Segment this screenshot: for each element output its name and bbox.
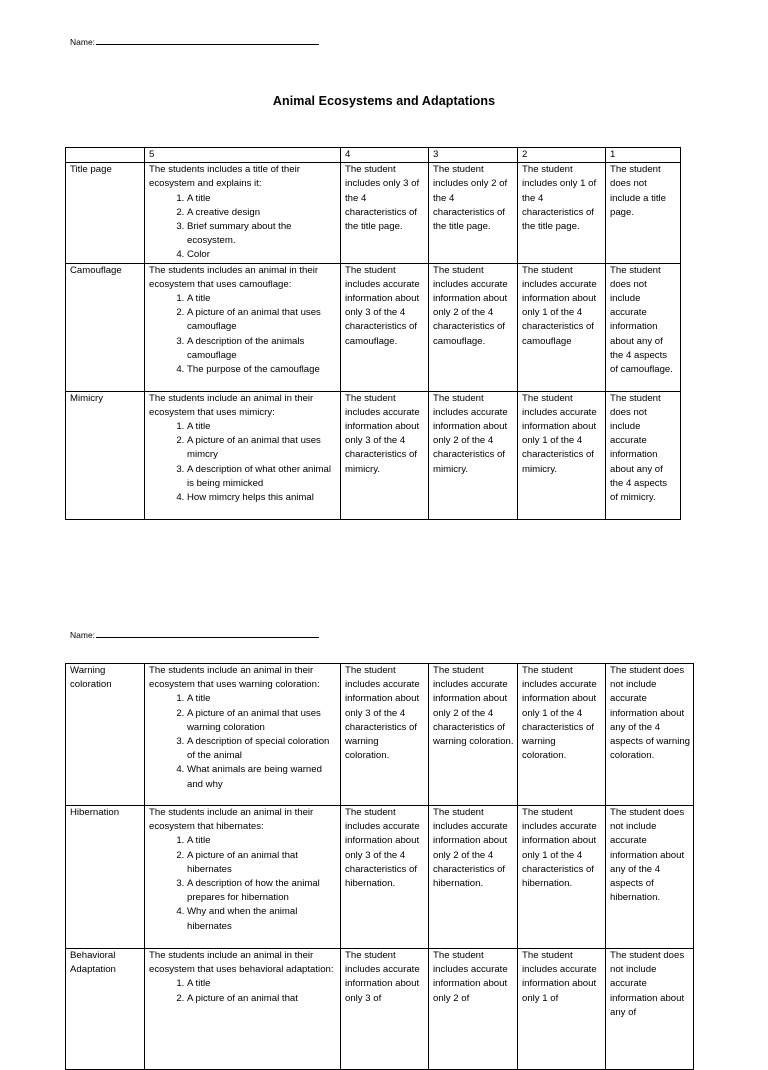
score-4-cell: The student includes only 3 of the 4 characteristics of the title page. [341,163,429,263]
requirement-item: 4. How mimcry helps this animal [187,491,337,505]
requirement-item: 2. A picture of an animal that [187,992,337,1006]
score-5-cell [145,263,341,391]
requirement-item: 2. A picture of an animal that uses mimcry [187,434,337,462]
rubric-row-title-page [66,163,681,263]
requirement-item: 1. A title [187,834,337,848]
requirement-item: 1. A title [187,292,337,306]
requirement-item: 1. A title [187,977,337,991]
criterion-description: The students include an animal in their ecosystem that uses mimicry: [149,392,314,418]
page-title: Animal Ecosystems and Adaptations [272,94,496,108]
score-5-cell [145,806,341,949]
criterion-cell: Mimicry [66,391,145,519]
requirement-item: 2. A creative design [187,206,337,220]
rubric-row-mimicry [66,391,681,519]
name-label: Name: [70,630,96,640]
score-header-5: 5 [145,148,341,163]
requirement-item: 1. A title [187,420,337,434]
requirement-item: 4. Why and when the animal hibernates [187,905,337,933]
score-header-3: 3 [429,148,518,163]
score-header-row [66,148,681,163]
score-2-cell: The student includes accurate information about only 1 of the 4 characteristics of mimicry. [518,391,606,519]
score-header-1: 1 [606,148,681,163]
criterion-description: The students include an animal in their ecosystem that uses behavioral adaptation: [149,950,334,976]
criterion-cell: Behavioral Adaptation [66,949,145,1070]
requirement-item: 2. A picture of an animal that uses warning coloration [187,707,337,735]
score-5-cell [145,949,341,1070]
rubric-row-hibernation [66,806,694,949]
requirement-item: 1. A title [187,192,337,206]
requirement-list [149,692,337,791]
requirement-list [149,192,337,263]
requirement-item: 1. A title [187,692,337,706]
score-header-4: 4 [341,148,429,163]
score-1-cell: The student does not include accurate information about any of the 4 aspects of camouflage. [606,263,681,391]
score-header-2: 2 [518,148,606,163]
requirement-list [149,834,337,933]
requirement-item: 3. A description of what other animal is being mimicked [187,463,337,491]
rubric-row-behavioral-adaptation [66,949,694,1070]
criterion-cell: Warning coloration [66,664,145,806]
score-1-cell: The student does not include a title page. [606,163,681,263]
score-1-cell: The student does not include accurate information about any of [606,949,694,1070]
criterion-cell: Title page [66,163,145,263]
score-4-cell: The student includes accurate information about only 3 of the 4 characteristics of warning coloration. [341,664,429,806]
requirement-item: 3. A description of how the animal prepares for hibernation [187,877,337,905]
score-4-cell: The student includes accurate information about only 3 of [341,949,429,1070]
score-2-cell: The student includes accurate information about only 1 of the 4 characteristics of hibernation. [518,806,606,949]
score-1-cell: The student does not include accurate information about any of the 4 aspects of warning coloration. [606,664,694,806]
score-2-cell: The student includes accurate information about only 1 of [518,949,606,1070]
score-3-cell: The student includes accurate information about only 2 of the 4 characteristics of mimicry. [429,391,518,519]
score-1-cell: The student does not include accurate information about any of the 4 aspects of mimicry. [606,391,681,519]
name-field-2 [70,630,319,640]
score-3-cell: The student includes accurate information about only 2 of the 4 characteristics of hibernation. [429,806,518,949]
requirement-item: 3. Brief summary about the ecosystem. [187,220,337,248]
score-5-cell [145,163,341,263]
name-underline [96,630,319,638]
requirement-item: 4. What animals are being warned and why [187,763,337,791]
score-4-cell: The student includes accurate information about only 3 of the 4 characteristics of mimicry. [341,391,429,519]
requirement-list [149,292,337,377]
criterion-description: The students include an animal in their ecosystem that uses warning coloration: [149,665,320,691]
score-1-cell: The student does not include accurate information about any of the 4 aspects of hibernation. [606,806,694,949]
requirement-item: 3. A description of special coloration of the animal [187,735,337,763]
score-2-cell: The student includes accurate information about only 1 of the 4 characteristics of camouflage [518,263,606,391]
score-5-cell [145,664,341,806]
header-blank-cell [66,148,145,163]
rubric-row-camouflage [66,263,681,391]
name-field-1 [70,37,319,47]
score-5-cell [145,391,341,519]
requirement-item: 2. A picture of an animal that uses camouflage [187,306,337,334]
requirement-item: 3. A description of the animals camouflage [187,335,337,363]
criterion-cell: Hibernation [66,806,145,949]
rubric-row-warning-coloration [66,664,694,806]
score-3-cell: The student includes only 2 of the 4 characteristics of the title page. [429,163,518,263]
score-2-cell: The student includes only 1 of the 4 characteristics of the title page. [518,163,606,263]
name-label: Name: [70,37,96,47]
name-underline [96,37,319,45]
score-4-cell: The student includes accurate information about only 3 of the 4 characteristics of camouflage. [341,263,429,391]
score-3-cell: The student includes accurate information about only 2 of the 4 characteristics of camouflage. [429,263,518,391]
rubric-table-1 [65,147,681,520]
criterion-description: The students includes an animal in their ecosystem that uses camouflage: [149,264,319,290]
criterion-cell: Camouflage [66,263,145,391]
score-3-cell: The student includes accurate information about only 2 of [429,949,518,1070]
requirement-list [149,420,337,505]
score-2-cell: The student includes accurate information about only 1 of the 4 characteristics of warning coloration. [518,664,606,806]
requirement-item: 4. Color [187,248,337,262]
criterion-description: The students includes a title of their ecosystem and explains it: [149,164,300,190]
score-4-cell: The student includes accurate information about only 3 of the 4 characteristics of hibernation. [341,806,429,949]
criterion-description: The students include an animal in their ecosystem that hibernates: [149,807,314,833]
requirement-list [149,977,337,1005]
requirement-item: 2. A picture of an animal that hibernates [187,849,337,877]
requirement-item: 4. The purpose of the camouflage [187,363,337,377]
rubric-table-2 [65,663,694,1070]
score-3-cell: The student includes accurate information about only 2 of the 4 characteristics of warning coloration. [429,664,518,806]
